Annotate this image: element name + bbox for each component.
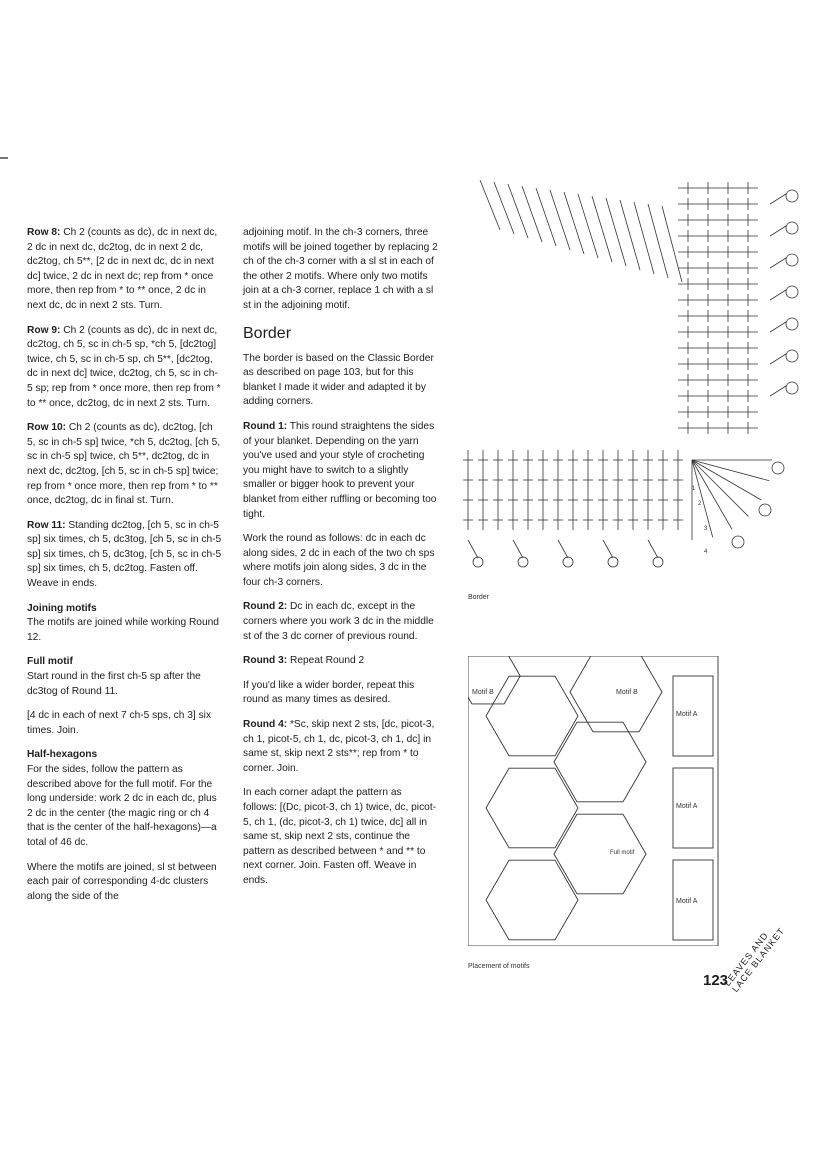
paragraph-text: Dc in each dc, except in the corners where you work 3 dc in the middle st of the 3 dc corner of previous round. xyxy=(243,601,434,642)
paragraph-text: Repeat Round 2 xyxy=(287,655,365,667)
round-number-2: 2 xyxy=(698,501,702,507)
paragraph-text: Ch 2 (counts as dc), dc2tog, [ch 5, sc in ch-5 sp] twice, *ch 5, dc2tog, [ch 5, sc in ch-5 sp] twice, ch 5**, dc2tog, dc in next dc, dc2tog, [ch 5, sc in ch-5 sp] twice; rep from * once more, then rep from * to ** once, dc2tog, dc in final st. Turn. xyxy=(27,422,221,507)
paragraph-text: Work the round as follows: dc in each dc along sides, 2 dc in each of the two ch sps where motifs join along sides, 3 dc in the four ch-3 corners. xyxy=(243,533,435,588)
section-title: Border xyxy=(243,324,292,342)
paragraph xyxy=(27,655,223,699)
half-hexagon xyxy=(468,656,520,704)
paragraph xyxy=(27,519,223,592)
corner-fan xyxy=(692,460,732,529)
label-full-motif: Full motif xyxy=(610,850,635,856)
row-label: Round 4: xyxy=(243,719,288,731)
picot-symbol xyxy=(786,222,798,234)
paragraph xyxy=(243,786,438,888)
paragraph xyxy=(27,748,223,850)
diagonal-stitch xyxy=(522,186,542,242)
diagonal-stitch xyxy=(592,196,612,262)
paragraph-text: If you'd like a wider border, repeat this round as many times as desired. xyxy=(243,679,415,706)
row-label: Row 9: xyxy=(27,324,61,336)
paragraph xyxy=(27,324,223,412)
round-number-3: 3 xyxy=(704,526,708,532)
subheading: Joining motifs xyxy=(27,602,97,614)
fan-stitch xyxy=(603,540,613,558)
paragraph xyxy=(27,861,223,905)
paragraph xyxy=(243,532,438,590)
picot-symbol xyxy=(563,557,573,567)
text-column-left xyxy=(27,226,223,914)
picot-symbol xyxy=(518,557,528,567)
paragraph-text: The border is based on the Classic Border as described on page 103, but for this blanket I made it wider and adapted it by adding corners. xyxy=(243,352,434,408)
diagonal-stitch xyxy=(550,190,570,250)
paragraph xyxy=(243,600,438,644)
paragraph-text: Where the motifs are joined, sl st between each pair of corresponding 4-dc clusters along the side of the xyxy=(27,861,217,902)
fan-stitch xyxy=(770,322,786,332)
corner-fan xyxy=(692,460,713,537)
picot-symbol xyxy=(786,318,798,330)
row-label: Row 8: xyxy=(27,227,61,238)
label-motif-a-2: Motif A xyxy=(676,803,698,810)
paragraph xyxy=(27,709,223,738)
paragraph-text: For the sides, follow the pattern as described above for the full motif. For the long underside: work 2 dc in each dc, plus 2 dc in the center (the magic ring or ch 4 that is the center of the half-hexagons)—a total of 46 dc. xyxy=(27,764,217,848)
label-motif-a-3: Motif A xyxy=(676,898,698,905)
fan-stitch xyxy=(770,386,786,396)
row-label: Round 3: xyxy=(243,655,288,667)
row-label: Row 11: xyxy=(27,519,66,531)
paragraph-text: *Sc, skip next 2 sts, [dc, picot-3, ch 1, picot-5, ch 1, dc, picot-3, ch 1, dc] in same st, skip next 2 sts**; rep from * to corner. Join. xyxy=(243,719,435,774)
diagonal-stitch xyxy=(480,180,500,230)
border-chart-caption: Border xyxy=(468,594,490,601)
fan-stitch xyxy=(770,226,786,236)
paragraph-text: In each corner adapt the pattern as follows: [(Dc, picot-3, ch 1) twice, dc, picot-5, ch 1, (dc, picot-3, ch 1) twice, dc] all in same st, skip next 2 sts, continue the pattern as described between * and ** to next corner. Join. Fasten off. Weave in ends. xyxy=(243,787,437,886)
row-label: Round 1: xyxy=(243,420,288,432)
page-number: 123 xyxy=(703,972,729,989)
subheading: Half-hexagons xyxy=(27,749,98,761)
fan-stitch xyxy=(770,354,786,364)
border-chart xyxy=(460,170,820,590)
corner-fan xyxy=(692,460,749,517)
fan-stitch xyxy=(513,540,523,558)
paragraph-text: Ch 2 (counts as dc), dc in next dc, dc2tog, ch 5, sc in ch-5 sp, *ch 5, [dc2tog] twice, ch 5, sc in ch-5 sp, ch 5**, [dc2tog, dc in next dc] twice, dc2tog, ch 5, sc in ch-5 sp; rep from * once more, then rep from * to ** once, dc2tog, dc in next 2 sts. Turn. xyxy=(27,324,221,409)
row-label: Row 10: xyxy=(27,422,67,434)
row-label: Round 2: xyxy=(243,601,288,613)
diagonal-stitch xyxy=(606,198,626,266)
running-head: LEAVES AND LACE BLANKET xyxy=(722,925,787,994)
paragraph-text: Start round in the first ch-5 sp after the dc3tog of Round 11. xyxy=(27,671,201,697)
paragraph xyxy=(243,352,438,410)
paragraph xyxy=(27,602,223,646)
placement-chart-caption: Placement of motifs xyxy=(468,963,530,970)
corner-fan xyxy=(692,460,761,500)
picot-symbol xyxy=(653,557,663,567)
paragraph-text: Standing dc2tog, [ch 5, sc in ch-5 sp] six times, ch 5, dc3tog, [ch 5, sc in ch-5 sp] six times, ch 5, dc3tog, [ch 5, sc in ch-5 sp] six times, ch 5, dc2tog. Fasten off. Weave in ends. xyxy=(27,519,222,590)
page-edge-mark xyxy=(0,157,8,159)
diagonal-stitch xyxy=(508,184,528,238)
paragraph xyxy=(243,654,438,669)
picot-symbol xyxy=(786,382,798,394)
placement-chart xyxy=(468,656,728,946)
paragraph xyxy=(243,718,438,776)
fan-stitch xyxy=(770,194,786,204)
paragraph-text: [4 dc in each of next 7 ch-5 sps, ch 3] six times. Join. xyxy=(27,710,212,736)
round-number-4: 4 xyxy=(704,549,708,555)
subheading: Full motif xyxy=(27,656,73,668)
paragraph-text: The motifs are joined while working Round 12. xyxy=(27,617,219,643)
diagonal-stitch xyxy=(578,194,598,258)
label-motif-b-left: Motif B xyxy=(472,689,494,696)
fan-stitch xyxy=(468,540,478,558)
picot-symbol xyxy=(786,254,798,266)
picot-symbol xyxy=(473,557,483,567)
picot-symbol xyxy=(608,557,618,567)
picot-symbol xyxy=(759,504,771,516)
fan-stitch xyxy=(770,258,786,268)
label-motif-b-top: Motif B xyxy=(616,689,638,696)
label-motif-a-1: Motif A xyxy=(676,711,698,718)
fan-stitch xyxy=(558,540,568,558)
corner-fan xyxy=(692,460,769,481)
paragraph xyxy=(243,226,438,314)
fan-stitch xyxy=(648,540,658,558)
paragraph-text: adjoining motif. In the ch-3 corners, three motifs will be joined together by replacing 2 ch of the ch-3 corner with a sl st in each of the other 2 motifs. Where only two motifs join at a ch-3 corner, replace 1 ch with a sl st in the adjoining motif. xyxy=(243,227,438,311)
picot-symbol xyxy=(786,190,798,202)
round-number-1: 1 xyxy=(692,486,696,492)
diagonal-stitch xyxy=(620,200,640,270)
paragraph-text: Ch 2 (counts as dc), dc in next dc, 2 dc in next dc, dc2tog, dc in next 2 dc, dc2tog, ch 5**, [2 dc in next dc, dc in next dc] twice, 2 dc in next dc; rep from * once more, then rep from * to ** once, 2 dc in next dc, dc in next 2 sts. Turn. xyxy=(27,227,218,311)
fan-stitch xyxy=(770,290,786,300)
picot-symbol xyxy=(772,462,784,474)
diagonal-stitch xyxy=(564,192,584,254)
diagonal-stitch xyxy=(634,202,654,274)
paragraph xyxy=(27,226,223,314)
picot-symbol xyxy=(786,286,798,298)
picot-symbol xyxy=(732,536,744,548)
diagonal-stitch xyxy=(494,182,514,234)
diagonal-stitch xyxy=(536,188,556,246)
paragraph-text: This round straightens the sides of your blanket. Depending on the yarn you've used and your style of crocheting you might have to switch to a slightly smaller or bigger hook to prevent your blanket from either ruffling or becoming too tight. xyxy=(243,420,437,520)
paragraph xyxy=(27,421,223,509)
paragraph xyxy=(243,679,438,708)
diagonal-stitch xyxy=(662,206,682,282)
paragraph xyxy=(243,420,438,522)
text-column-middle xyxy=(243,226,438,899)
picot-symbol xyxy=(786,350,798,362)
diagonal-stitch xyxy=(648,204,668,278)
